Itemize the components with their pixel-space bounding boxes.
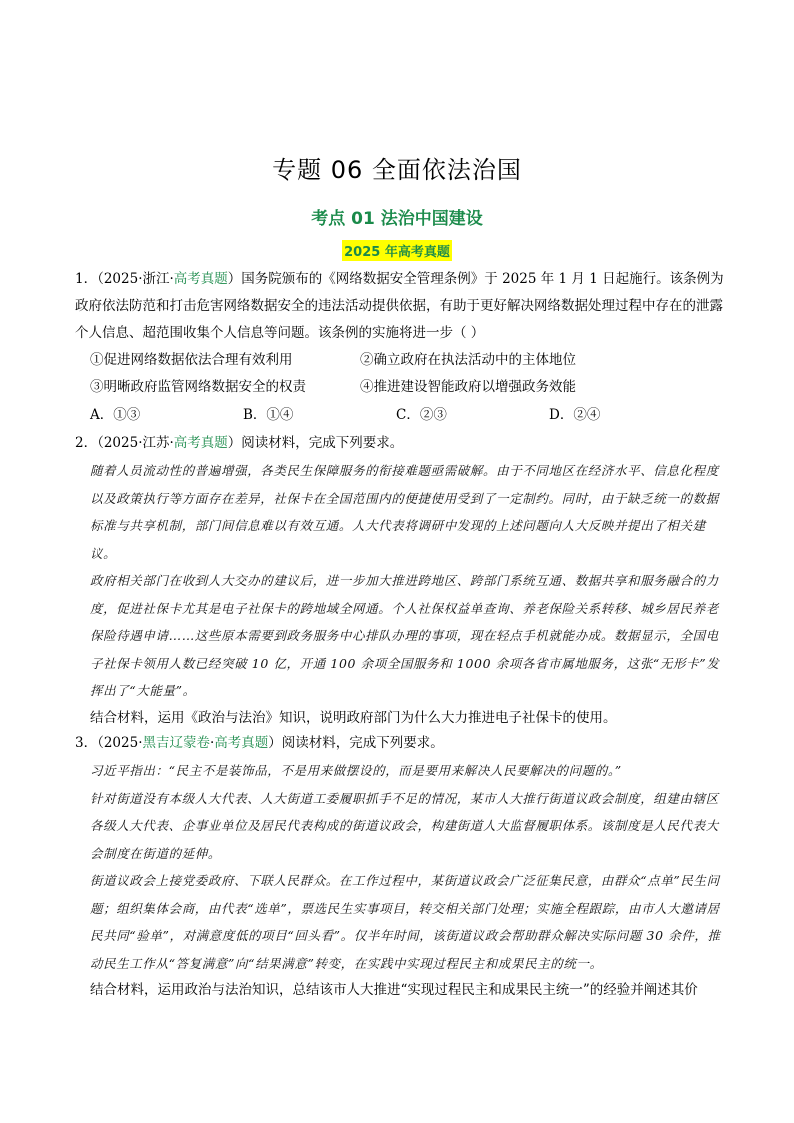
option-statement: ①促进网络数据依法合理有效利用 <box>90 352 293 368</box>
question-number: 2． <box>75 435 98 451</box>
material-paragraph: 政府相关部门在收到人大交办的建议后，进一步加大推进跨地区、跨部门系统互通、数据共享和服务融合的力度，促进社保卡尤其是电子社保卡的跨地域全网通。个人社保权益单查询、养老保险关系转移、城乡居民养老保险待遇申请……这些原本需要到政务服务中心排队办理的事项，现在轻点手机就能办成。数据显示，全国电子社保卡领用人数已经突破 10 亿，开通 100 余项全国服务和 1000 余项各省市属地服务，这张“无形卡”发挥出了“大能量”。 <box>90 573 720 698</box>
material-block <box>90 457 725 705</box>
material-paragraph: 街道议政会上接党委政府、下联人民群众。在工作过程中，某街道议政会广泛征集民意，由群众“点单”民生问题；组织集体会商，由代表“选单”，票选民生实事项目，转交相关部门处理；实施全程跟踪，由市人大邀请居民共同“验单”，对满意度低的项目“回头看”。仅半年时间，该街道议政会帮助群众解决实际问题 30 余件，推动民生工作从“答复满意”向“结果满意”转变，在实践中实现过程民主和成果民主的统一。 <box>90 873 721 971</box>
material-paragraph: 随着人员流动性的普遍增强，各类民生保障服务的衔接难题亟需破解。由于不同地区在经济水平、信息化程度以及政策执行等方面存在差异，社保卡在全国范围内的便捷使用受到了一定制约。同时，由于缺乏统一的数据标准与共享机制，部门间信息难以有效互通。人大代表将调研中发现的上述问题向人大反映并提出了相关建议。 <box>90 463 719 561</box>
question-text: 国务院颁布的《网络数据安全管理条例》于 2025 年 1 月 1 日起施行。该条例为政府依法防范和打击危害网络数据安全的违法活动提供依据，有助于更好解决网络数据处理过程中存在的泄露个人信息、超范围收集个人信息等问题。该条例的实施将进一步（ ） <box>75 271 724 341</box>
choice-c[interactable]: C．②③ <box>396 407 447 423</box>
choice-b[interactable]: B．①④ <box>243 407 294 423</box>
section-tag: 2025 年高考真题 <box>342 240 452 261</box>
section-tag-wrap <box>0 240 794 261</box>
option-statement: ③明晰政府监管网络数据安全的权责 <box>90 379 306 395</box>
question-source: （2025·黑吉辽蒙卷·高考真题） <box>97 735 282 751</box>
question-number: 1． <box>75 271 98 287</box>
question-source: （2025·浙江·高考真题） <box>97 271 242 287</box>
choice-d[interactable]: D．②④ <box>549 407 601 423</box>
question-1-stem <box>75 266 725 347</box>
question-task: 结合材料，运用《政治与法治》知识，说明政府部门为什么大力推进电子社保卡的使用。 <box>90 709 617 726</box>
topic-subtitle: 考点 01 法治中国建设 <box>311 209 483 229</box>
page-title: 专题 06 全面依法治国 <box>272 156 522 184</box>
question-3-stem <box>75 730 725 757</box>
option-row <box>90 347 725 374</box>
material-block <box>90 757 725 977</box>
material-paragraph: 针对街道没有本级人大代表、人大街道工委履职抓手不足的情况，某市人大推行街道议政会制度，组建由辖区各级人大代表、企事业单位及居民代表构成的街道议政会，构建街道人大监督履职体系。该制度是人民代表大会制度在街道的延伸。 <box>90 790 719 861</box>
question-source: （2025·江苏·高考真题） <box>97 435 242 451</box>
option-statement: ④推进建设智能政府以增强政务效能 <box>360 379 576 395</box>
question-1 <box>75 266 725 429</box>
option-row <box>90 374 725 401</box>
question-text: 阅读材料，完成下列要求。 <box>241 435 404 451</box>
answer-choices <box>90 401 725 429</box>
question-task: 结合材料，运用政治与法治知识，总结该市人大推进“实现过程民主和成果民主统一”的经验并阐述其价 <box>90 982 698 998</box>
question-2 <box>75 430 725 732</box>
option-statement: ②确立政府在执法活动中的主体地位 <box>360 352 576 368</box>
question-text: 阅读材料，完成下列要求。 <box>281 735 444 751</box>
choice-a[interactable]: A．①③ <box>90 407 141 423</box>
material-paragraph: 习近平指出：“民主不是装饰品，不是用来做摆设的，而是要用来解决人民要解决的问题的。” <box>90 763 622 778</box>
question-2-stem <box>75 430 725 457</box>
question-number: 3． <box>75 735 98 751</box>
question-3 <box>75 730 725 1004</box>
